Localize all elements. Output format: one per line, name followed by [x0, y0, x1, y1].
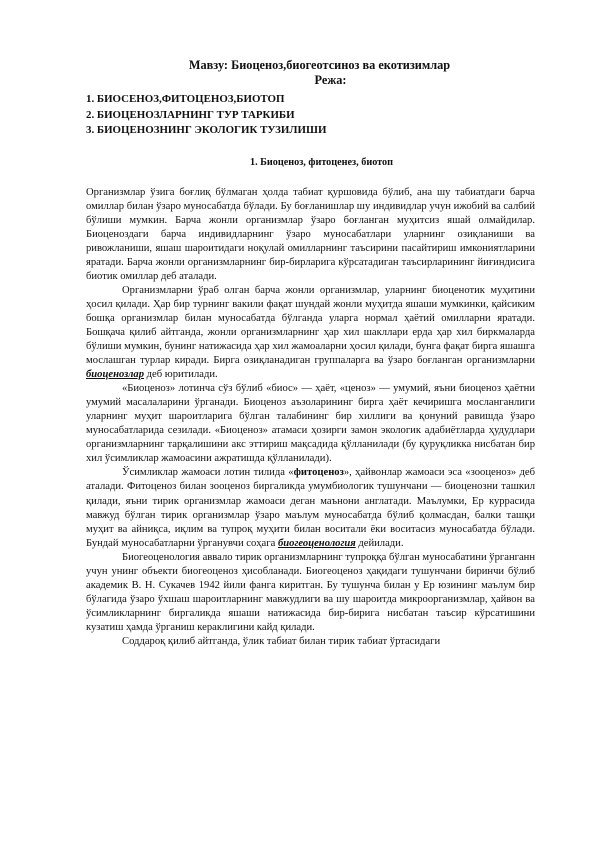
term-biogeocenology: биогеоценология [277, 537, 356, 549]
paragraph-5: Биогеоценология аввало тирик организмларнинг тупроққа бўлган муносабатини ўрганганн учун унинг объекти биогеоценоз ҳисобланади. Биогеоценоз ҳақидаги тушунчани биринчи бўлиб академик В. Н. Сукачев 1942 йили фанга киритган. Бу тушунча билан у Ер юзининг маълум бир бўлагида ўзаро ўхшаш шароитларнинг мавжудлиги ва шу шароитда микроорганизмлар, ҳайвон ва ўсимликларнинг биргаликда яшаши натижасида бир-бирига нисбатан таъсир кўрсатишини кузатиш ҳамда ўрганиш кераклигини кайд қилади. [86, 551, 535, 633]
paragraph-4 [86, 466, 535, 550]
term-biocenoses: биоценозлар [86, 369, 145, 381]
plan-item: 1. БИОСЕНОЗ,ФИТОЦЕНОЗ,БИОТОП [86, 93, 285, 105]
paragraph-4-text: », ҳайвонлар жамоаси эса «зооценоз» деб аталади. Фитоценоз билан зооценоз биргаликда умумбиологик тушунчани — биоценозни ташкил қилади, яъни тирик организмлар жамоаси деган маънони англатади. Маълумки, Ер куррасида мавжуд бўлган тирик организмлар ўзаро маълум муносабатда бўлиб қолмасдан, балки ташқи муҳит ва айниқса, иқлим ва тупроқ муҳити билан воситали ёки воситасиз муносабатда бўлади. Бундай муносабатларни ўрганувчи соҳага [86, 467, 535, 549]
paragraph-2-text: Организмларни ўраб олган барча жонли организмлар, уларнинг биоценотик муҳитини ҳосил қилади. Ҳар бир турнинг вакили фақат шундай жонли муҳитда яшаши мумкинки, қайсиким бошқа организмлар билан муносабатда бўлганда уларга нормал ҳаётий омилларни яратади. Бошқача қилиб айтганда, жонли организмларнинг ҳар хил шакллари ерда ҳар хил биркмаларда бўлиши мумкин, бунинг натижасида ҳар хил жамоаларни ҳосил қилади, бунга фақат бирга яшашга мослашган турлар киради. Бирга озиқланадиган группаларга ва ўзаро боғланган организмларни [86, 284, 535, 367]
paragraph-2-end: деб юритилади. [146, 369, 218, 381]
paragraph-4-start: Ўсимликлар жамоаси лотин тилида « [122, 467, 294, 479]
paragraph-6: Соддароқ қилиб айтганда, ўлик табиат билан тирик табиат ўртасидаги [122, 636, 441, 647]
plan-item: 2. БИОЦЕНОЗЛАРНИНГ ТУР ТАРКИБИ [86, 108, 295, 121]
plan-list [86, 92, 535, 139]
plan-item: 3. БИОЦЕНОЗНИНГ ЭКОЛОГИК ТУЗИЛИШИ [86, 124, 327, 136]
plan-label: Режа: [314, 73, 347, 87]
term-phytocenosis: фитоценоз [293, 467, 344, 479]
paragraph-3: «Биоценоз» лотинча сўз бўлиб «биос» — ҳаёт, «ценоз» — умумий, яъни биоценоз ҳаётни умумий масалаларини ўрганади. Биоценоз аъзоларининг бирга ҳаёт кечиришга мосланганлиги уларнинг муҳит шароитларига бўлган талабининг бир хиллиги ва қонуний равишда ўзаро муносабатларида сезилади. «Биоценоз» атамаси ҳозирги замон экологик адабиётларда ҳудудлари организмларнинг тарқалишини акс эттириш мақсадида қўлланилади (бу қуруқликка нисбатан бир хил ўсимликлар жамоасини ажратишда қўлланилади). [86, 383, 535, 465]
document-title: Мавзу: Биоценоз,биогеотсиноз ва екотизимлар [188, 58, 451, 72]
section-heading: 1. Биоценоз, фитоценез, биотоп [249, 156, 394, 168]
paragraph-1: Организмлар ўзига боғлиқ бўлмаган ҳолда табиат қуршовида бўлиб, ана шу табиатдаги барча омиллар билан ўзаро муносабатда бўлади. Бу боғланишлар шу индивидлар учун ижобий ва салбий бўлиши мумкин. Барча жонли организмлар ўзаро боғланган муҳитсиз яшай олмайдилар. Биоценоздаги барча индивидларнинг ўзаро муносабатлари уларнинг озиқланиши ва ривожланиши, яшаш шароитидаги ноқулай омилларнинг таъсирини пасайтириш имкониятларини яратади. Барча жонли организмларнинг бир-бирларига кўрсатадиган таъсирларининг йиғиндисига биотик омиллар деб аталади. [86, 186, 535, 282]
paragraph-2 [86, 284, 535, 382]
paragraph-4-end: дейилади. [358, 537, 404, 549]
